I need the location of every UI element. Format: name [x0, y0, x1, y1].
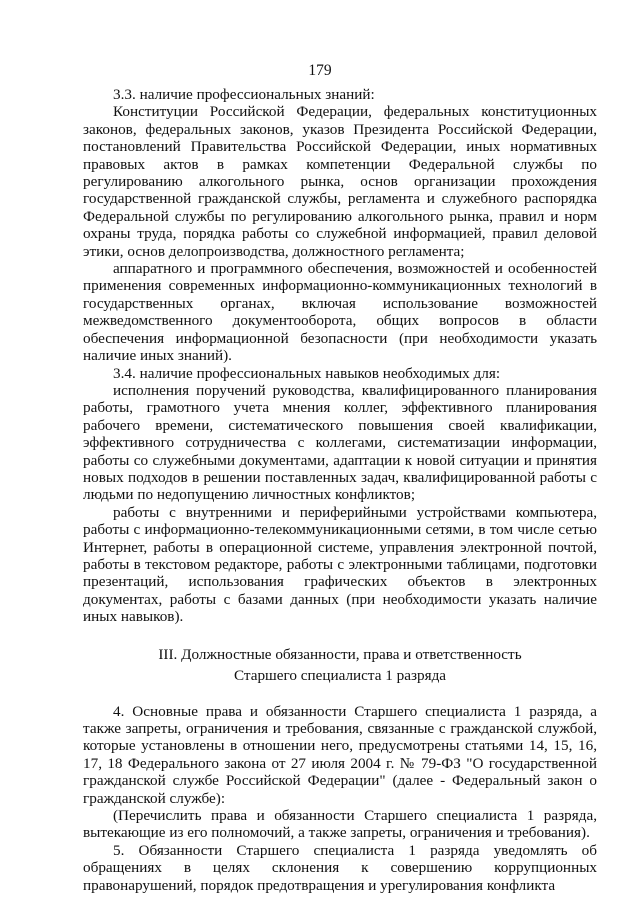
page-number: 179: [308, 62, 332, 79]
paragraph-skills-computer: работы с внутренними и периферийными устройствами компьютера, работы с информационно-телекоммуникационными сетями, в том числе сетью Интернет, работы в операционной системе, управления электронной почтой, работы в текстовом редакторе, работы с электронными таблицами, подготовки презентаций, использования графических объектов в электронных документах, работы с базами данных (при необходимости указать наличие иных навыков).: [83, 503, 597, 626]
paragraph-list-note: (Перечислить права и обязанности Старшего специалиста 1 разряда, вытекающие из его полномочий, а также запреты, ограничения и требования).: [83, 807, 597, 842]
paragraph-5-obligations: 5. Обязанности Старшего специалиста 1 разряда уведомлять об обращениях в целях склонения к совершению коррупционных правонарушений, порядок предотвращения и урегулирования конфликта: [83, 841, 597, 894]
paragraph-knowledge-it: аппаратного и программного обеспечения, возможностей и особенностей применения современных информационно-коммуникационных технологий в государственных органах, включая использование возможностей межведомственного документооборота, общих вопросов в области обеспечения информационной безопасности (при необходимости указать наличие иных знаний).: [83, 260, 597, 365]
paragraph-4-rights: 4. Основные права и обязанности Старшего специалиста 1 разряда, а также запреты, ограничения и требования, связанные с гражданской службой, которые установлены в отношении него, предусмотрены статьями 14, 15, 16, 17, 18 Федерального закона от 27 июля 2004 г. № 79-ФЗ "О государственной гражданской службе Российской Федерации" (далее - Федеральный закон о гражданской службе):: [83, 702, 597, 807]
paragraph-3-4-heading: 3.4. наличие профессиональных навыков необходимых для:: [113, 364, 501, 382]
paragraph-skills-general: исполнения поручений руководства, квалифицированного планирования работы, грамотного учета мнения коллег, эффективного планирования рабочего времени, систематического повышения своей квалификации, эффективного сотрудничества с коллегами, систематизации информации, работы со служебными документами, адаптации к новой ситуации и принятия новых подходов в решении поставленных задач, квалифицированной работы с людьми по недопущению личностных конфликтов;: [83, 381, 597, 504]
section-heading-line2: Старшего специалиста 1 разряда: [233, 666, 447, 684]
document-body: [83, 86, 597, 894]
paragraph-knowledge-legal: Конституции Российской Федерации, федеральных конституционных законов, федеральных законов, указов Президента Российской Федерации, постановлений Правительства Российской Федерации, иных нормативных правовых актов в рамках компетенции Федеральной службы по регулированию алкогольного рынка, основ организации прохождения государственной гражданской службы, регламента и служебного распорядка Федеральной службы по регулированию алкогольного рынка, правил и норм охраны труда, порядка работы со служебной информацией, правил деловой этики, основ делопроизводства, должностного регламента;: [83, 103, 597, 260]
section-heading-line1: III. Должностные обязанности, права и ответственность: [158, 645, 522, 663]
paragraph-3-3-heading: 3.3. наличие профессиональных знаний:: [113, 86, 375, 103]
